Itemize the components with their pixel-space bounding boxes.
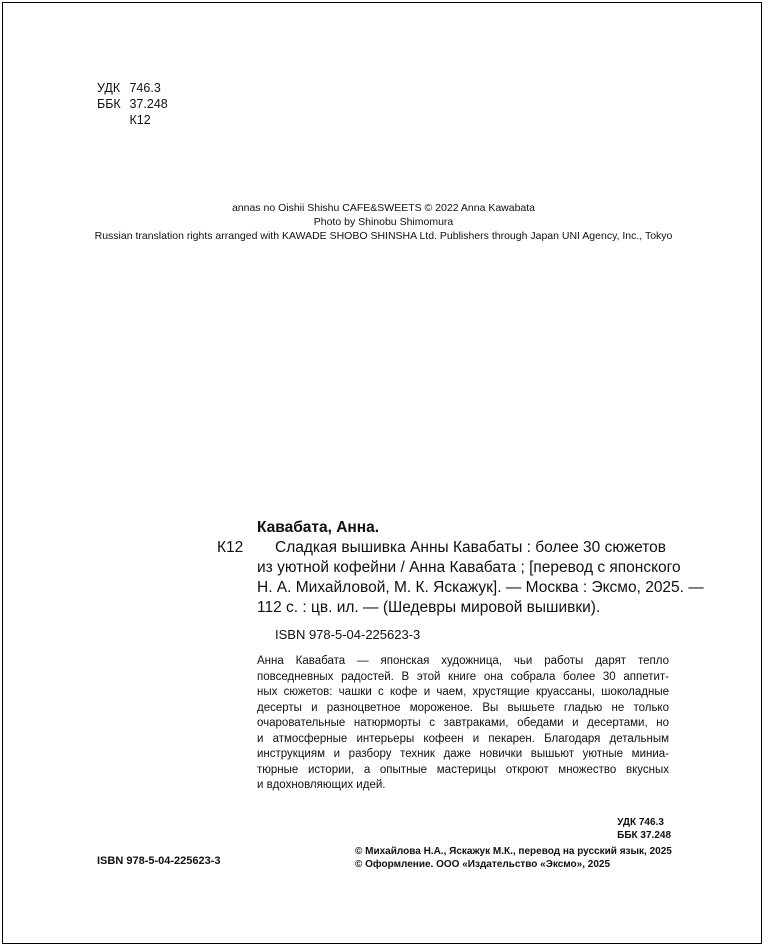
bbk-value: 37.248 [129,97,168,111]
bbk-label: ББК [97,97,121,111]
annotation-line: десерты и разноцветное мороженое. Вы вышьете гладью не только [257,701,669,714]
author-mark-row [97,112,168,128]
credits-block [0,201,767,243]
bibl-line: из уютной кофейни / Анна Кавабата ; [перевод с японского [257,559,681,576]
author-heading: Кавабата, Анна. [257,519,380,536]
udk-row [97,80,168,96]
udk-label: УДК [97,81,121,95]
rights-credit: Russian translation rights arranged with KAWADE SHOBO SHINSHA Ltd. Publishers through Japan UNI Agency, Inc., Tokyo [94,230,673,242]
isbn-footer: ISBN 978-5-04-225623-3 [97,855,221,867]
isbn-record: ISBN 978-5-04-225623-3 [275,627,421,642]
author-mark: К12 [217,539,244,556]
annotation-line: ных сюжетов: чашки с кофе и чаем, хрустящие круассаны, шоколадные [257,686,669,698]
annotation-line: и атмосферные интерьеры кофеен и пекарен. Благодаря детальным [257,732,669,745]
bibl-line: 112 с. : цв. ил. — (Шедевры мировой вышивки). [257,599,601,616]
annotation-line: Анна Кавабата — японская художница, чьи работы дарят тепло [257,655,669,667]
udk-value: 746.3 [129,81,161,95]
bibliographic-description [257,538,704,618]
bbk-row [97,96,168,112]
copyright-translation: © Михайлова Н.А., Яскажук М.К., перевод на русский язык, 2025 [355,846,672,857]
annotation-line: тюрные истории, а опытные мастерицы откроют множество вкусных [257,763,669,776]
annotation-line: очаровательные натюрморты с завтраками, обедами и десертами, но [257,717,669,729]
classification-block [97,80,168,128]
annotation-line: повседневных радостей. В этой книге она собрала более 30 аппетит- [257,670,669,683]
udk-bottom: УДК 746.3 [617,817,664,828]
classification-bottom [617,816,671,842]
annotation-line: и вдохновляющих идей. [257,779,386,791]
bibliographic-record [257,518,704,794]
bbk-bottom: ББК 37.248 [617,830,671,841]
bibl-line: Сладкая вышивка Анны Кавабаты : более 30 сюжетов [275,539,667,556]
page-border [2,2,762,944]
photo-credit: Photo by Shinobu Shimomura [313,216,454,228]
author-mark-top: К12 [129,113,151,127]
annotation-line: инструкциям и разбору техник даже новички вышьют уютные миниа- [257,748,669,760]
bibl-line: Н. А. Михайловой, М. К. Яскажук]. — Москва : Эксмо, 2025. — [257,579,704,596]
copyright-block [355,845,672,871]
original-title-credit: annas no Oishii Shishu CAFE&SWEETS © 2022 Anna Kawabata [231,202,536,214]
annotation [257,654,669,794]
copyright-design: © Оформление. ООО «Издательство «Эксмо», 2025 [355,859,611,870]
